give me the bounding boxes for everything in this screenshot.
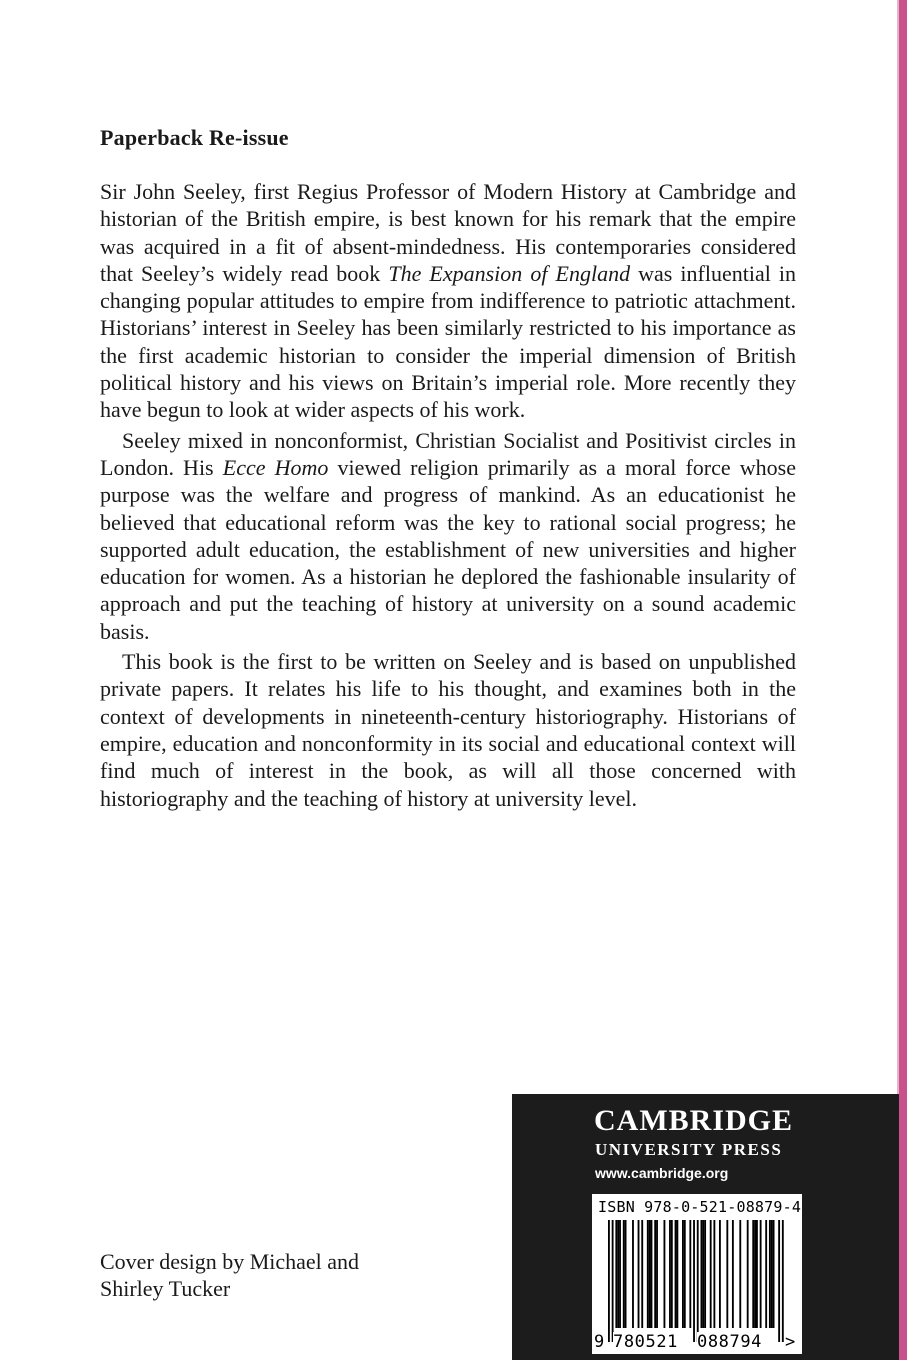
barcode-bar — [704, 1220, 706, 1328]
barcode-bar — [638, 1220, 640, 1328]
paragraph-1 — [100, 178, 796, 424]
paragraph-2 — [100, 427, 796, 645]
barcode-bar — [617, 1220, 619, 1328]
barcode-bar — [782, 1220, 784, 1342]
barcode-bar — [619, 1220, 621, 1328]
barcode-bar — [747, 1220, 749, 1328]
barcode-bar — [654, 1220, 656, 1328]
barcode-bar — [676, 1220, 678, 1328]
paragraph-text: This book is the first to be written on Seeley and is based on unpublished private papers. It relates his life to his thought, and examines both in the context of developments in nineteenth-century historiography. Historians of empire, education and nonconformity in its social and educational context will find much of interest in the book, as will all those concerned with historiography and the teaching of history at university level. — [100, 649, 796, 811]
paragraph-3 — [100, 648, 796, 812]
barcode-bar — [641, 1220, 643, 1328]
barcode-bar — [719, 1220, 721, 1328]
barcode-bar — [651, 1220, 653, 1328]
barcode-bar — [632, 1220, 634, 1328]
cover-design-credit — [100, 1248, 359, 1302]
barcode-bar — [752, 1220, 754, 1328]
credit-line-1: Cover design by Michael and — [100, 1249, 360, 1274]
barcode-bar — [625, 1220, 627, 1328]
barcode-bar — [702, 1220, 704, 1328]
barcode-bar — [669, 1220, 671, 1328]
barcode-bar — [664, 1220, 666, 1328]
publisher-name: CAMBRIDGE — [594, 1104, 794, 1137]
paragraph-text: viewed religion primarily as a moral force whose purpose was the welfare and progress of mankind. As an educationist he believed that educational reform was the key to rational social progress; he supported adult education, the establishment of new universities and higher education for women. As a historian he deplored the fashionable insularity of approach and put the teaching of history at university on a sound academic basis. — [100, 454, 797, 644]
barcode-first-digit: 9 — [594, 1332, 605, 1352]
book-title-italic: Ecce Homo — [222, 454, 329, 480]
barcode-bar — [612, 1220, 614, 1342]
paragraph-text: was influential in changing popular attitudes to empire from indifference to patriotic attachment. Historians’ interest in Seeley has been similarly restricted to his importance as the first academic historian to consider the imperial dimension of British political history and his views on Britain’s imperial role. More recently they have begun to look at wider aspects of his work. — [100, 260, 797, 423]
barcode-bar — [697, 1220, 699, 1342]
barcode-bar — [710, 1220, 712, 1328]
barcode-bar — [765, 1220, 767, 1328]
barcode-bar — [760, 1220, 762, 1328]
barcode-bar — [649, 1220, 651, 1328]
barcode-bar — [701, 1220, 703, 1328]
barcode-bar — [773, 1220, 775, 1328]
blurb-text — [100, 178, 796, 812]
barcode-icon — [592, 1194, 802, 1354]
paragraph-text: Sir John Seeley, first Regius Professor of Modern History at Cambridge and historian of the British empire, is best known for his remark that the empire was acquired in a fit of absent-mindedness. His contemporaries considered that Seeley’s widely read book — [100, 179, 796, 286]
barcode-bar — [684, 1220, 686, 1328]
barcode-bar — [754, 1220, 756, 1328]
barcode-bar — [675, 1220, 677, 1328]
barcode-bar — [713, 1220, 715, 1328]
barcode-bar — [682, 1220, 684, 1328]
barcode-bar — [615, 1220, 617, 1328]
book-title-italic: The Expansion of England — [388, 260, 631, 286]
barcode-bar — [756, 1220, 758, 1328]
barcode-bar — [778, 1220, 780, 1342]
publisher-url: www.cambridge.org — [595, 1165, 729, 1181]
paragraph-text: Seeley mixed in nonconformist, Christian Socialist and Positivist circles in London. His — [100, 427, 796, 480]
barcode-bar — [608, 1220, 610, 1342]
barcode-right-digits: 088794 — [697, 1332, 763, 1352]
barcode-arrow: > — [785, 1332, 796, 1352]
barcode-bar — [623, 1220, 625, 1328]
barcode-bar — [647, 1220, 649, 1328]
credit-line-2: Shirley Tucker — [100, 1276, 231, 1301]
barcode-bar — [689, 1220, 691, 1328]
barcode-bar — [671, 1220, 673, 1328]
barcode-left-digits: 780521 — [613, 1332, 679, 1352]
publisher-block — [512, 1094, 899, 1360]
publisher-subtitle: UNIVERSITY PRESS — [595, 1140, 783, 1159]
barcode-panel — [592, 1194, 802, 1354]
barcode-bar — [739, 1220, 741, 1328]
barcode-bar — [693, 1220, 695, 1342]
spine-edge — [899, 0, 907, 1360]
barcode-bar — [771, 1220, 773, 1328]
barcode-bar — [726, 1220, 728, 1328]
barcode-bar — [732, 1220, 734, 1328]
section-heading: Paperback Re-issue — [100, 125, 289, 150]
barcode-bar — [656, 1220, 658, 1328]
barcode-bar — [769, 1220, 771, 1328]
isbn-label: ISBN 978-0-521-08879-4 — [598, 1198, 802, 1216]
